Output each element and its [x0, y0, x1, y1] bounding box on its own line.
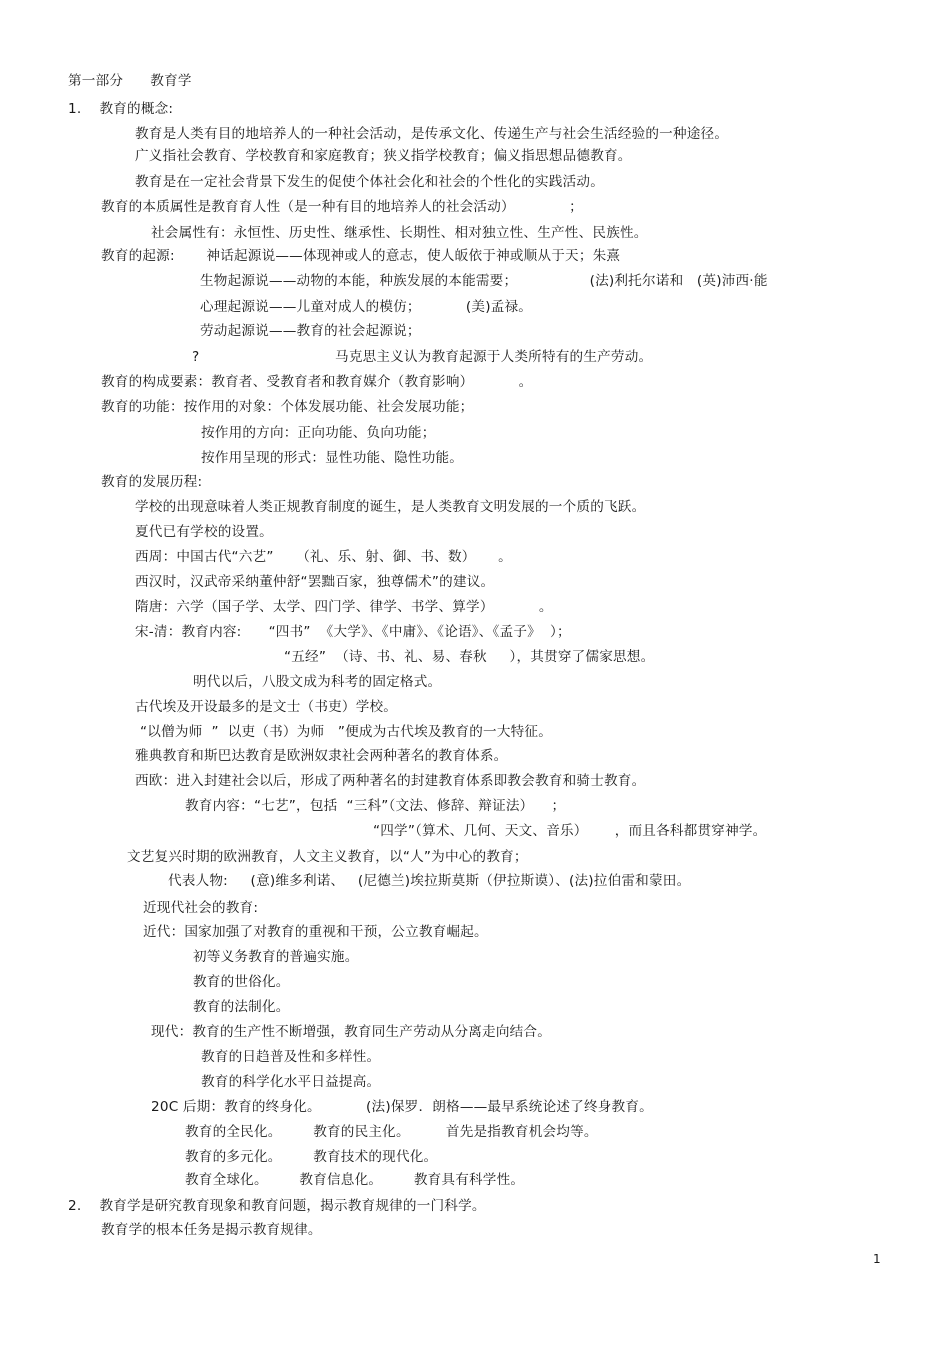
text-line: 广义指社会教育、学校教育和家庭教育；狭义指学校教育；偏义指思想品德教育。 — [135, 148, 632, 164]
text-line: 教育内容：“七艺”，包括 “三科”（文法、修辞、辩证法） ； — [185, 798, 566, 814]
text-line: 明代以后，八股文成为科考的固定格式。 — [193, 674, 442, 690]
text-line: 教育全球化。 教育信息化。 教育具有科学性。 — [185, 1172, 525, 1188]
text-line: 教育是人类有目的地培养人的一种社会活动，是传承文化、传递生产与社会生活经验的一种途径。 — [135, 126, 729, 142]
text-line: 代表人物: (意)维多利诺、 (尼德兰)埃拉斯莫斯（伊拉斯谟）、(法)拉伯雷和蒙田。 — [168, 873, 691, 889]
text-line: 按作用呈现的形式：显性功能、隐性功能。 — [201, 450, 464, 466]
text-line: 1. 教育的概念: — [68, 101, 174, 117]
text-line: “五经” （诗、书、礼、易、春秋 ），其贯穿了儒家思想。 — [284, 649, 655, 665]
text-line: 近代：国家加强了对教育的重视和干预，公立教育崛起。 — [143, 924, 488, 940]
text-line: 现代：教育的生产性不断增强，教育同生产劳动从分离走向结合。 — [151, 1024, 552, 1040]
text-line: 宋-清：教育内容: “四书” 《大学》、《中庸》、《论语》、《孟子》 ）； — [135, 624, 571, 640]
text-line: 2. 教育学是研究教育现象和教育问题，揭示教育规律的一门科学。 — [68, 1198, 486, 1214]
page-number: 1 — [873, 1252, 881, 1266]
text-line: 教育的多元化。 教育技术的现代化。 — [185, 1149, 438, 1165]
text-line: 西汉时，汉武帝采纳董仲舒“罢黜百家，独尊儒术”的建议。 — [135, 574, 495, 590]
text-line: 教育的发展历程: — [101, 474, 203, 490]
text-line: ? 马克思主义认为教育起源于人类所特有的生产劳动。 — [192, 349, 653, 365]
text-line: 教育的全民化。 教育的民主化。 首先是指教育机会均等。 — [185, 1124, 598, 1140]
text-line: 劳动起源说——教育的社会起源说； — [200, 323, 421, 339]
text-line: “以僧为师 ” 以吏（书）为师 ”便成为古代埃及教育的一大特征。 — [140, 724, 553, 740]
text-line: 生物起源说——动物的本能，种族发展的本能需要； (法)利托尔诺和 (英)沛西·能 — [200, 273, 768, 289]
text-line: 教育的法制化。 — [193, 999, 290, 1015]
text-line: 近现代社会的教育: — [143, 900, 259, 916]
text-line: 教育的构成要素：教育者、受教育者和教育媒介（教育影响） 。 — [101, 374, 533, 390]
text-line: 按作用的方向：正向功能、负向功能； — [201, 425, 436, 441]
text-line: “四学”（算术、几何、天文、音乐） ，而且各科都贯穿神学。 — [373, 823, 767, 839]
text-line: 西周：中国古代“六艺” （礼、乐、射、御、书、数） 。 — [135, 549, 512, 565]
text-line: 教育的世俗化。 — [193, 974, 290, 990]
text-line: 教育的日趋普及性和多样性。 — [201, 1049, 381, 1065]
text-line: 古代埃及开设最多的是文士（书吏）学校。 — [135, 699, 398, 715]
text-line: 教育学的根本任务是揭示教育规律。 — [101, 1222, 322, 1238]
text-line: 教育的科学化水平日益提高。 — [201, 1074, 381, 1090]
text-line: 教育的起源: 神话起源说——体现神或人的意志，使人皈依于神或顺从于天；朱熹 — [101, 248, 621, 264]
text-line: 第一部分 教育学 — [68, 73, 192, 89]
text-line: 初等义务教育的普遍实施。 — [193, 949, 359, 965]
text-line: 雅典教育和斯巴达教育是欧洲奴隶社会两种著名的教育体系。 — [135, 748, 508, 764]
text-line: 教育的本质属性是教育育人性（是一种有目的地培养人的社会活动） ； — [101, 199, 583, 215]
text-line: 社会属性有：永恒性、历史性、继承性、长期性、相对独立性、生产性、民族性。 — [151, 225, 648, 241]
text-line: 20C 后期：教育的终身化。 (法)保罗．朗格——最早系统论述了终身教育。 — [151, 1099, 653, 1115]
text-line: 心理起源说——儿童对成人的模仿； (美)孟禄。 — [200, 299, 533, 315]
text-line: 夏代已有学校的设置。 — [135, 524, 273, 540]
text-line: 隋唐：六学（国子学、太学、四门学、律学、书学、算学） 。 — [135, 599, 553, 615]
text-line: 文艺复兴时期的欧洲教育，人文主义教育，以“人”为中心的教育； — [127, 849, 528, 865]
text-line: 西欧：进入封建社会以后，形成了两种著名的封建教育体系即教会教育和骑士教育。 — [135, 773, 646, 789]
text-line: 教育的功能：按作用的对象：个体发展功能、社会发展功能； — [101, 399, 474, 415]
text-line: 教育是在一定社会背景下发生的促使个体社会化和社会的个性化的实践活动。 — [135, 174, 604, 190]
text-line: 学校的出现意味着人类正规教育制度的诞生，是人类教育文明发展的一个质的飞跃。 — [135, 499, 646, 515]
